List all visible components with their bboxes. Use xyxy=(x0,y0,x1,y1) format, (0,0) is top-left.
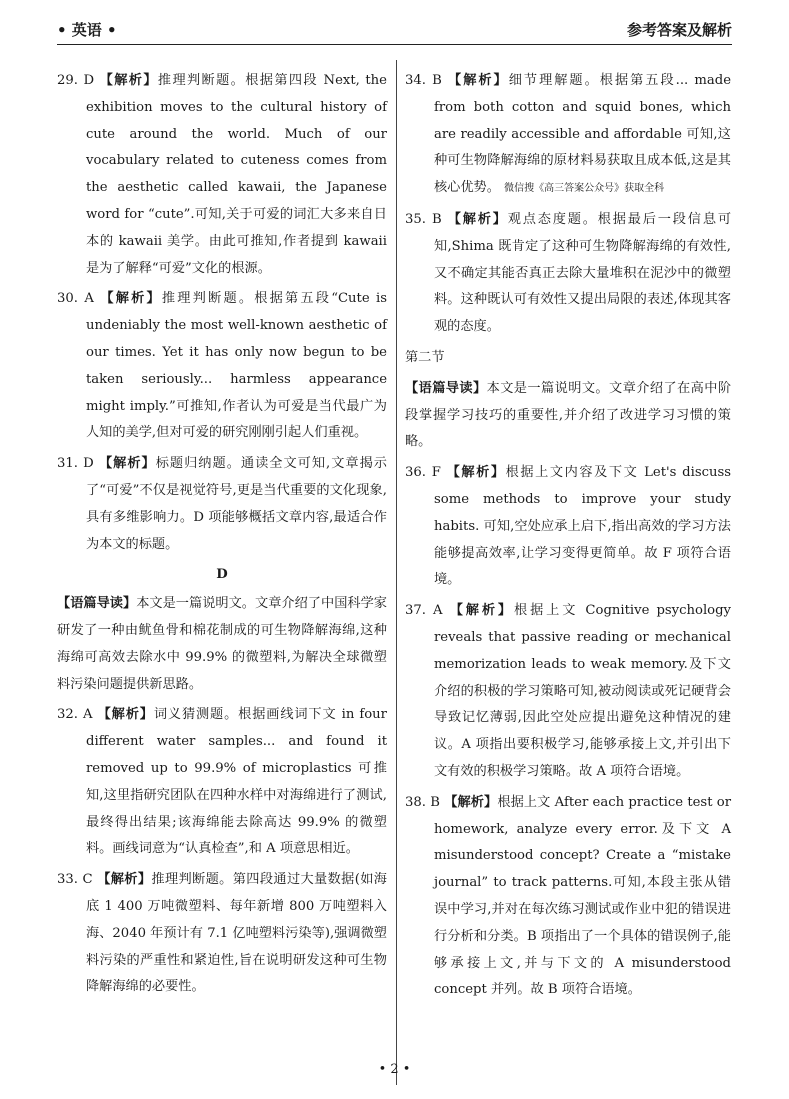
wechat-note: 微信搜《高三答案公众号》获取全科 xyxy=(504,183,665,195)
section-2-title: 第二节 xyxy=(405,349,445,365)
answer-36 xyxy=(405,460,731,594)
passage-guide-d xyxy=(57,591,387,698)
passage-guide-2 xyxy=(405,376,731,456)
left-column xyxy=(57,68,387,1005)
answer-32 xyxy=(57,702,387,863)
guide-text: 本文是一篇说明文。文章介绍了在高中阶段掌握学习技巧的重要性,并介绍了改进学习习惯的策略。 xyxy=(405,380,732,450)
answer-number: 33. C xyxy=(57,872,93,888)
answer-number: 36. F xyxy=(405,465,441,481)
analysis-tag: 【解析】 xyxy=(98,456,156,472)
answer-text: 推理判断题。根据第四段 Next, the exhibition moves to the cultural history of cute around the world. Much of our vocabulary related to cuteness comes from the aesthetic called kawaii, the Japanese word for “cute”.可知,关于可爱的词汇大多来自日本的 kawaii 美学。由此可推知,作者提到 kawaii 是为了解释“可爱”文化的根源。 xyxy=(86,73,387,276)
answer-number: 35. B xyxy=(405,211,442,227)
section-d-title: D xyxy=(216,567,228,583)
analysis-tag: 【解析】 xyxy=(448,73,509,88)
page-number: • 2 • xyxy=(378,1062,411,1077)
answer-number: 37. A xyxy=(405,603,443,619)
analysis-tag: 【解析】 xyxy=(97,872,152,888)
answer-text: 细节理解题。根据第五段... made from both cotton and squid bones, which are readily accessible and affordable 可知,这种可生物降解海绵的原材料易获取且成本低,这是其核心优势。 xyxy=(434,73,731,196)
analysis-tag: 【解析】 xyxy=(99,73,158,88)
column-divider xyxy=(396,60,397,1085)
answer-33 xyxy=(57,867,387,1001)
answer-number: 29. D xyxy=(57,73,95,88)
analysis-tag: 【解析】 xyxy=(100,291,162,307)
answer-text: 根据上文 After each practice test or homework, analyze every error.及下文 A misunderstood concept? Create a “mistake journal” to track patterns.可知,本段主张从错误中学习,并对在每次练习测试或作业中犯的错误进行分析和分类。B 项指出了一个具体的错误例子,能够承接上文,并与下文的 A misunderstood concept 并列。故 B 项符合语境。 xyxy=(434,794,732,998)
answer-text: 观点态度题。根据最后一段信息可知,Shima 既肯定了这种可生物降解海绵的有效性,又不确定其能否真正去除大量堆积在泥沙中的微塑料。这种既认可有效性又提出局限的表述,体现其客观的态度。 xyxy=(434,211,732,335)
analysis-tag: 【解析】 xyxy=(97,707,154,723)
right-column xyxy=(405,68,731,1008)
answer-number: 38. B xyxy=(405,794,440,810)
answer-text: 推理判断题。第四段通过大量数据(如海底 1 400 万吨微塑料、每年新增 800 万吨塑料入海、2040 年预计有 7.1 亿吨塑料污染等),强调微塑料污染的严重性和紧迫性,旨在说明研发这种可生物降解海绵的必要性。 xyxy=(86,872,387,995)
answer-29 xyxy=(57,68,387,282)
answer-35 xyxy=(405,207,731,341)
analysis-tag: 【解析】 xyxy=(444,794,498,810)
answer-30 xyxy=(57,286,387,447)
analysis-tag: 【解析】 xyxy=(449,603,515,619)
answer-text: 词义猜测题。根据画线词下文 in four different water samples... and found it removed up to 99.9% of microplastics 可推知,这里指研究团队在四种水样中对海绵进行了测试,最终得出结果;该海绵能去除高达 99.9% 的微塑料。画线词意为“认真检查”,和 A 项意思相近。 xyxy=(86,707,387,857)
guide-tag: 【语篇导读】 xyxy=(405,380,487,396)
guide-tag: 【语篇导读】 xyxy=(57,596,137,612)
analysis-tag: 【解析】 xyxy=(446,465,506,481)
answer-number: 32. A xyxy=(57,707,93,723)
answer-number: 34. B xyxy=(405,73,442,88)
answer-38 xyxy=(405,790,731,1004)
answer-text: 推理判断题。根据第五段“Cute is undeniably the most well-known aesthetic of our times. Yet it has only now begun to be taken seriously... harmless appearance might imply.”可推知,作者认为可爱是当代最广为人知的美学,但对可爱的研究刚刚引起人们重视。 xyxy=(86,291,388,441)
header-title: 参考答案及解析 xyxy=(626,21,732,39)
answer-number: 30. A xyxy=(57,291,94,307)
subject-label: • 英语 • xyxy=(57,21,117,39)
page-header xyxy=(57,14,732,45)
answer-text: 根据上文 Cognitive psychology reveals that passive reading or mechanical memorization leads to weak memory.及下文介绍的积极的学习策略可知,被动阅读或死记硬背会导致记忆薄弱,因此空处应提出避免这种情况的建议。A 项指出要积极学习,能够承接上文,并引出下文有效的积极学习策略。故 A 项符合语境。 xyxy=(434,603,731,779)
answer-text: 根据上文内容及下文 Let's discuss some methods to improve your study habits. 可知,空处应承上启下,指出高效的学习方法能够提高效率,让学习变得更简单。故 F 项符合语境。 xyxy=(434,465,731,588)
answer-31 xyxy=(57,451,387,558)
answer-37 xyxy=(405,598,731,786)
answer-text: 标题归纳题。通读全文可知,文章揭示了“可爱”不仅是视觉符号,更是当代重要的文化现象,具有多维影响力。D 项能够概括文章内容,最适合作为本文的标题。 xyxy=(86,456,387,552)
analysis-tag: 【解析】 xyxy=(447,211,508,227)
guide-text: 本文是一篇说明文。文章介绍了中国科学家研发了一种由鱿鱼骨和棉花制成的可生物降解海绵,这种海绵可高效去除水中 99.9% 的微塑料,为解决全球微塑料污染问题提供新思路。 xyxy=(57,596,387,692)
answer-34 xyxy=(405,68,731,203)
answer-number: 31. D xyxy=(57,456,94,472)
